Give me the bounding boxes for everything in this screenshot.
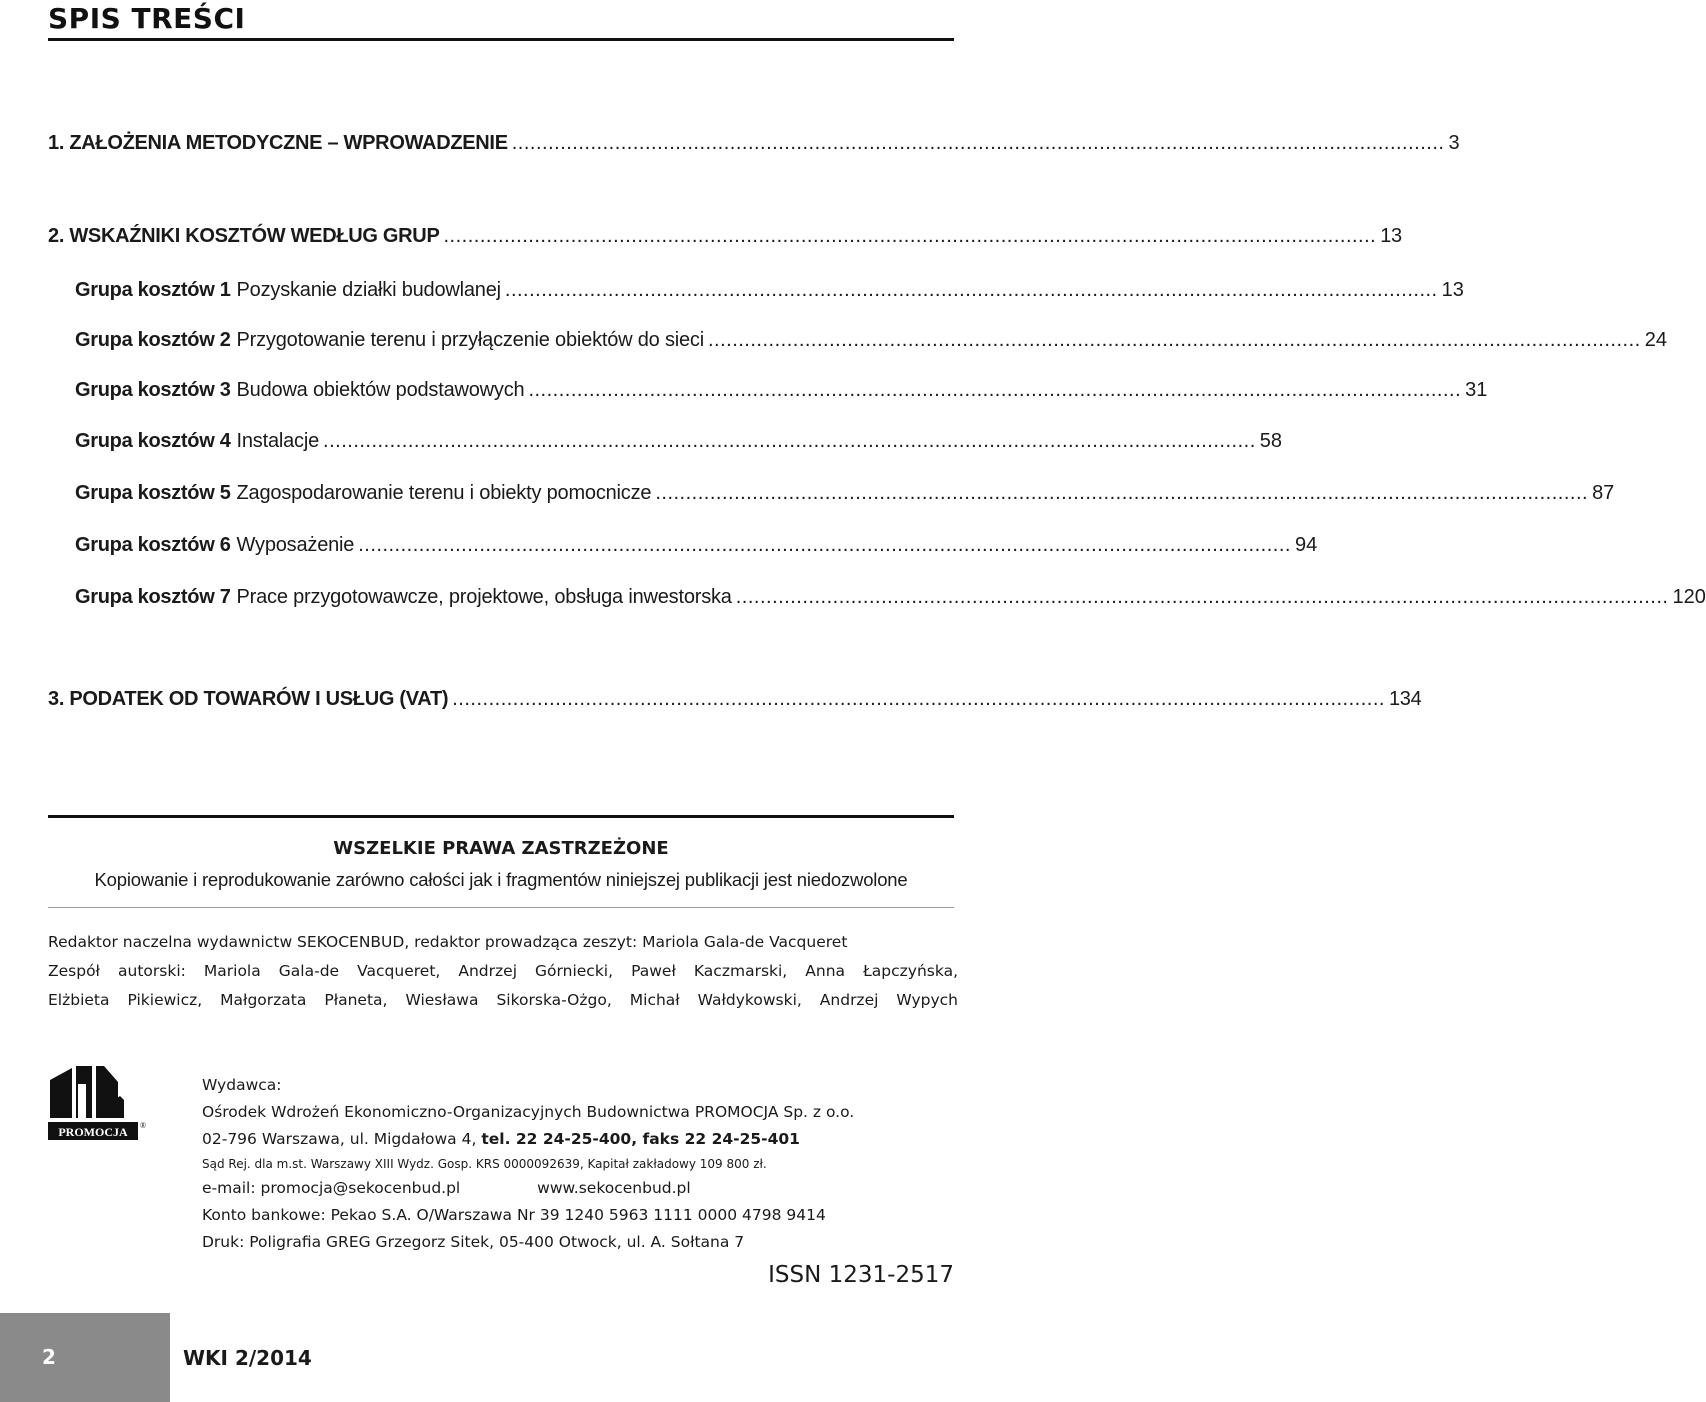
toc-group-label: Instalacje [236, 430, 320, 452]
publisher-heading: Wydawca: [202, 1076, 282, 1094]
toc-group-2 [75, 329, 1667, 352]
toc-group-5 [75, 482, 1615, 505]
toc-page: 94 [1294, 534, 1318, 556]
toc-page: 31 [1465, 379, 1488, 401]
credits [48, 928, 958, 1015]
toc-page: 3 [1448, 132, 1460, 154]
publisher-bank: Konto bankowe: Pekao S.A. O/Warszawa Nr 39 1240 5963 1111 0000 4798 9414 [202, 1206, 826, 1224]
promocja-logo [48, 1066, 147, 1146]
toc-page: 120 [1672, 586, 1706, 608]
editor-line: Redaktor naczelna wydawnictw SEKOCENBUD, redaktor prowadząca zeszyt: Mariola Gala-de Vacqueret [48, 933, 848, 951]
toc-page: 24 [1644, 329, 1667, 351]
toc-page: 13 [1441, 279, 1464, 301]
publisher-phones: tel. 22 24-25-400, faks 22 24-25-401 [481, 1130, 800, 1148]
toc-group-prefix: Grupa kosztów 1 [75, 279, 231, 301]
toc-chapter-3 [48, 688, 1422, 711]
toc-label: 3. PODATEK OD TOWARÓW I USŁUG (VAT) [48, 688, 449, 710]
page-number: 2 [42, 1345, 56, 1369]
publisher-email[interactable]: e-mail: promocja@sekocenbud.pl [202, 1179, 461, 1197]
magazine-issue: WKI 2/2014 [183, 1346, 312, 1370]
toc-group-prefix: Grupa kosztów 3 [75, 379, 231, 401]
toc-leader: .......................................................................................................................................................... [735, 586, 1669, 608]
toc-group-prefix: Grupa kosztów 2 [75, 329, 231, 351]
toc-label: 2. WSKAŹNIKI KOSZTÓW WEDŁUG GRUP [48, 225, 440, 247]
publisher-name: Ośrodek Wdrożeń Ekonomiczno-Organizacyjnych Budownictwa PROMOCJA Sp. z o.o. [202, 1103, 855, 1121]
authors-line-1: Zespół autorski: Mariola Gala-de Vacqueret, Andrzej Górniecki, Paweł Kaczmarski, Anna Łapczyńska, [48, 962, 958, 980]
toc-group-7 [75, 586, 1706, 609]
logo-building-icon [50, 1066, 124, 1118]
registered-mark: ® [140, 1121, 147, 1130]
toc-group-4 [75, 430, 1283, 453]
toc-leader: .......................................................................................................................................................... [323, 430, 1256, 452]
toc-leader: .......................................................................................................................................................... [511, 132, 1445, 154]
toc-group-1 [75, 279, 1464, 302]
toc-group-label: Przygotowanie terenu i przyłączenie obiektów do sieci [236, 329, 704, 351]
publisher-address: 02-796 Warszawa, ul. Migdałowa 4, [202, 1130, 477, 1148]
page-title: SPIS TREŚCI [48, 2, 246, 35]
toc-page: 87 [1592, 482, 1615, 504]
toc-page: 58 [1259, 430, 1283, 452]
toc-leader: .......................................................................................................................................................... [452, 688, 1385, 710]
publisher-registry: Sąd Rej. dla m.st. Warszawy XIII Wydz. Gosp. KRS 0000092639, Kapitał zakładowy 109 800 zł. [202, 1157, 767, 1171]
publisher-address-line [202, 1126, 854, 1153]
toc-group-label: Budowa obiektów podstawowych [236, 379, 525, 401]
authors-line-2: Elżbieta Pikiewicz, Małgorzata Płaneta, Wiesława Sikorska-Ożgo, Michał Wałdykowski, Andrzej Wypych [48, 991, 958, 1009]
toc-leader: .......................................................................................................................................................... [528, 379, 1462, 401]
toc-leader: .......................................................................................................................................................... [707, 329, 1641, 351]
toc-group-label: Prace przygotowawcze, projektowe, obsługa inwestorska [236, 586, 732, 608]
issn: ISSN 1231-2517 [768, 1262, 954, 1288]
credits-divider [48, 907, 954, 908]
toc-leader: .......................................................................................................................................................... [358, 534, 1291, 556]
toc-group-6 [75, 534, 1318, 557]
rights-text: Kopiowanie i reprodukowanie zarówno całości jak i fragmentów niniejszej publikacji jest niedozwolone [94, 869, 908, 890]
footer-page-block [0, 1313, 170, 1402]
publisher-print: Druk: Poligrafia GREG Grzegorz Sitek, 05-400 Otwock, ul. A. Sołtana 7 [202, 1233, 745, 1251]
publisher-website[interactable]: www.sekocenbud.pl [537, 1179, 691, 1197]
toc-group-label: Zagospodarowanie terenu i obiekty pomocnicze [236, 482, 652, 504]
toc-group-label: Wyposażenie [236, 534, 355, 556]
toc-chapter-1 [48, 132, 1460, 155]
rights-title: WSZELKIE PRAWA ZASTRZEŻONE [333, 838, 669, 859]
toc-group-3 [75, 379, 1488, 402]
toc-group-label: Pozyskanie działki budowlanej [236, 279, 501, 301]
logo-wordmark: PROMOCJA [58, 1125, 128, 1139]
toc-group-prefix: Grupa kosztów 6 [75, 534, 231, 556]
toc-leader: .......................................................................................................................................................... [504, 279, 1438, 301]
toc-group-prefix: Grupa kosztów 4 [75, 430, 231, 452]
toc-group-prefix: Grupa kosztów 5 [75, 482, 231, 504]
toc-label: 1. ZAŁOŻENIA METODYCZNE – WPROWADZENIE [48, 132, 508, 154]
rights-divider [48, 815, 954, 818]
toc-chapter-2 [48, 225, 1402, 248]
title-divider [48, 38, 954, 41]
toc-group-prefix: Grupa kosztów 7 [75, 586, 231, 608]
publisher-info [202, 1072, 854, 1256]
toc-leader: .......................................................................................................................................................... [443, 225, 1377, 247]
toc-leader: .......................................................................................................................................................... [655, 482, 1589, 504]
toc-page: 13 [1380, 225, 1402, 247]
publisher-contact-line [202, 1175, 854, 1202]
toc-page: 134 [1388, 688, 1422, 710]
